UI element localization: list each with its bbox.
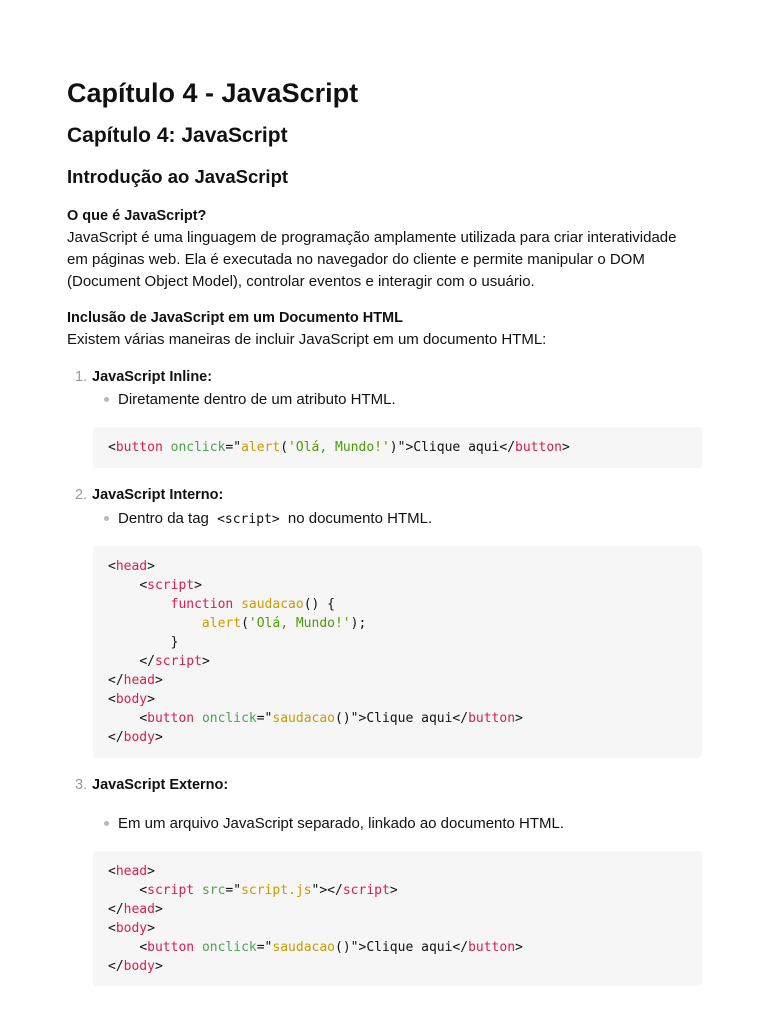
code-token-plain: Clique aqui <box>413 440 500 455</box>
bullet-dot <box>104 821 109 826</box>
code-line <box>108 881 398 900</box>
code-token-plain <box>194 940 202 955</box>
code-token-punct: > <box>358 711 367 726</box>
code-token-fn: script.js <box>241 883 312 898</box>
code-token-tag: body <box>123 730 155 745</box>
list-number: 3. <box>75 777 88 793</box>
code-token-tag: body <box>115 692 148 707</box>
code-token-punct: =" <box>256 711 273 726</box>
bullet-text-pre: Dentro da tag <box>118 510 209 527</box>
code-token-tag: script <box>147 578 195 593</box>
code-block-internal <box>93 546 702 758</box>
code-token-punct: > <box>154 902 163 917</box>
code-token-fn: alert <box>201 616 242 631</box>
code-token-punct: > <box>515 940 523 955</box>
code-token-plain <box>233 597 241 612</box>
code-token-fn: saudacao <box>241 597 304 612</box>
code-token-plain <box>108 616 202 631</box>
code-token-plain <box>108 883 139 898</box>
paragraph-line: em páginas web. Ela é executada no navegador do cliente e permite manipular o DOM <box>67 251 645 268</box>
code-token-plain <box>194 711 202 726</box>
code-token-tag: script <box>342 883 390 898</box>
code-token-punct: < <box>139 940 148 955</box>
code-token-fn: alert <box>241 440 281 455</box>
code-token-plain <box>108 578 139 593</box>
code-token-punct: < <box>139 883 148 898</box>
code-token-punct: </ <box>108 902 124 917</box>
code-token-plain: Clique aqui <box>366 711 453 726</box>
code-token-punct: > <box>154 730 163 745</box>
paragraph-line: (Document Object Model), controlar eventos e interagir com o usuário. <box>67 273 535 290</box>
code-token-punct: < <box>108 864 116 879</box>
code-line <box>108 900 163 919</box>
page-title: Capítulo 4 - JavaScript <box>67 78 359 108</box>
code-token-punct: ( <box>241 616 249 631</box>
bullet-text-post: no documento HTML. <box>287 510 433 527</box>
code-token-tag: head <box>115 559 148 574</box>
code-token-plain <box>108 597 171 612</box>
code-token-punct: </ <box>499 440 516 455</box>
code-token-tag: body <box>115 921 148 936</box>
code-token-attr: src <box>201 883 226 898</box>
bullet-text: Diretamente dentro de um atributo HTML. <box>118 391 396 408</box>
paragraph-inclusion: Existem várias maneiras de incluir JavaScript em um documento HTML: <box>67 331 547 348</box>
code-token-attr: onclick <box>201 940 257 955</box>
section-heading-intro: Introdução ao JavaScript <box>67 166 289 187</box>
code-token-punct: </ <box>139 654 155 669</box>
list-item-title: JavaScript Externo: <box>92 777 229 793</box>
subheading-what-is: O que é JavaScript? <box>67 208 207 224</box>
code-token-punct: > <box>194 578 202 593</box>
bullet-text <box>118 508 432 531</box>
code-token-punct: " <box>311 883 320 898</box>
list-item-title: JavaScript Interno: <box>92 487 224 503</box>
code-token-tag: head <box>123 902 155 917</box>
code-token-fn: saudacao <box>272 940 336 955</box>
code-token-punct: > <box>154 673 163 688</box>
code-token-tag: button <box>468 940 516 955</box>
subheading-inclusion: Inclusão de JavaScript em um Documento HTML <box>67 310 403 326</box>
code-token-punct: =" <box>256 940 273 955</box>
code-token-tag: head <box>115 864 148 879</box>
code-token-tag: button <box>147 940 195 955</box>
code-token-punct: > <box>147 692 155 707</box>
code-token-punct: > <box>562 440 570 455</box>
code-token-punct: } <box>170 635 179 650</box>
code-line <box>108 671 163 690</box>
code-token-punct: < <box>108 440 116 455</box>
code-token-tag: function <box>170 597 234 612</box>
code-line <box>108 919 155 938</box>
code-token-punct: > <box>154 959 163 974</box>
code-token-plain <box>163 440 171 455</box>
code-line <box>108 633 178 652</box>
code-token-punct: </ <box>452 940 469 955</box>
list-number: 2. <box>75 487 88 503</box>
code-line <box>108 690 155 709</box>
code-token-punct: )" <box>389 440 406 455</box>
bullet-text: Em um arquivo JavaScript separado, linkado ao documento HTML. <box>118 815 565 832</box>
code-token-attr: onclick <box>201 711 257 726</box>
code-line <box>108 728 163 747</box>
code-token-tag: button <box>115 440 163 455</box>
code-token-fn: saudacao <box>272 711 336 726</box>
code-token-punct: </ <box>452 711 469 726</box>
code-token-punct: ( <box>280 440 289 455</box>
code-token-attr: onclick <box>170 440 226 455</box>
code-token-punct: > <box>201 654 210 669</box>
code-token-punct: ()" <box>335 940 359 955</box>
code-token-punct: > <box>147 559 155 574</box>
code-token-punct: > <box>147 921 155 936</box>
code-token-tag: button <box>515 440 562 455</box>
code-line <box>108 557 155 576</box>
code-line <box>108 652 210 671</box>
code-line <box>108 614 366 633</box>
code-token-plain <box>108 654 139 669</box>
code-token-tag: script <box>147 883 195 898</box>
code-token-punct: > <box>389 883 398 898</box>
code-token-plain <box>108 940 139 955</box>
code-token-plain: Clique aqui <box>366 940 453 955</box>
code-token-tag: body <box>123 959 155 974</box>
code-token-punct: =" <box>225 883 242 898</box>
paragraph-line: JavaScript é uma linguagem de programação amplamente utilizada para criar interatividade <box>67 229 677 246</box>
code-token-punct: =" <box>225 440 242 455</box>
code-block-external <box>93 851 702 986</box>
code-line <box>108 709 523 728</box>
code-token-plain <box>108 635 171 650</box>
code-token-punct: > <box>405 440 414 455</box>
code-token-punct: < <box>139 711 148 726</box>
code-line <box>108 938 523 957</box>
bullet-dot <box>104 397 109 402</box>
code-token-tag: script <box>154 654 202 669</box>
code-token-punct: </ <box>108 730 124 745</box>
code-token-punct: ()" <box>335 711 359 726</box>
chapter-subtitle: Capítulo 4: JavaScript <box>67 124 288 147</box>
list-number: 1. <box>75 369 88 385</box>
code-token-tag: button <box>468 711 516 726</box>
code-token-plain <box>108 711 139 726</box>
code-token-punct: < <box>108 921 116 936</box>
code-token-punct: ); <box>350 616 367 631</box>
bullet-dot <box>104 516 109 521</box>
code-token-punct: </ <box>108 673 124 688</box>
code-token-punct: </ <box>108 959 124 974</box>
code-token-tag: head <box>123 673 155 688</box>
code-line <box>108 862 155 881</box>
inline-code: <script> <box>217 512 280 527</box>
code-line <box>108 576 202 595</box>
code-line <box>108 957 163 976</box>
code-line <box>108 438 570 457</box>
list-item-title: JavaScript Inline: <box>92 369 213 385</box>
code-token-punct: < <box>108 559 116 574</box>
code-token-str: 'Olá, Mundo!' <box>248 616 351 631</box>
code-token-str: 'Olá, Mundo!' <box>288 440 390 455</box>
code-token-punct: > <box>515 711 523 726</box>
code-token-plain <box>194 883 202 898</box>
code-token-punct: () { <box>303 597 336 612</box>
code-token-punct: > <box>358 940 367 955</box>
code-token-tag: button <box>147 711 195 726</box>
code-line <box>108 595 335 614</box>
code-token-punct: > <box>147 864 155 879</box>
code-token-punct: < <box>108 692 116 707</box>
code-token-punct: ></ <box>319 883 343 898</box>
code-block-inline <box>93 427 702 468</box>
code-token-punct: < <box>139 578 148 593</box>
paragraph-what-is <box>67 227 707 293</box>
